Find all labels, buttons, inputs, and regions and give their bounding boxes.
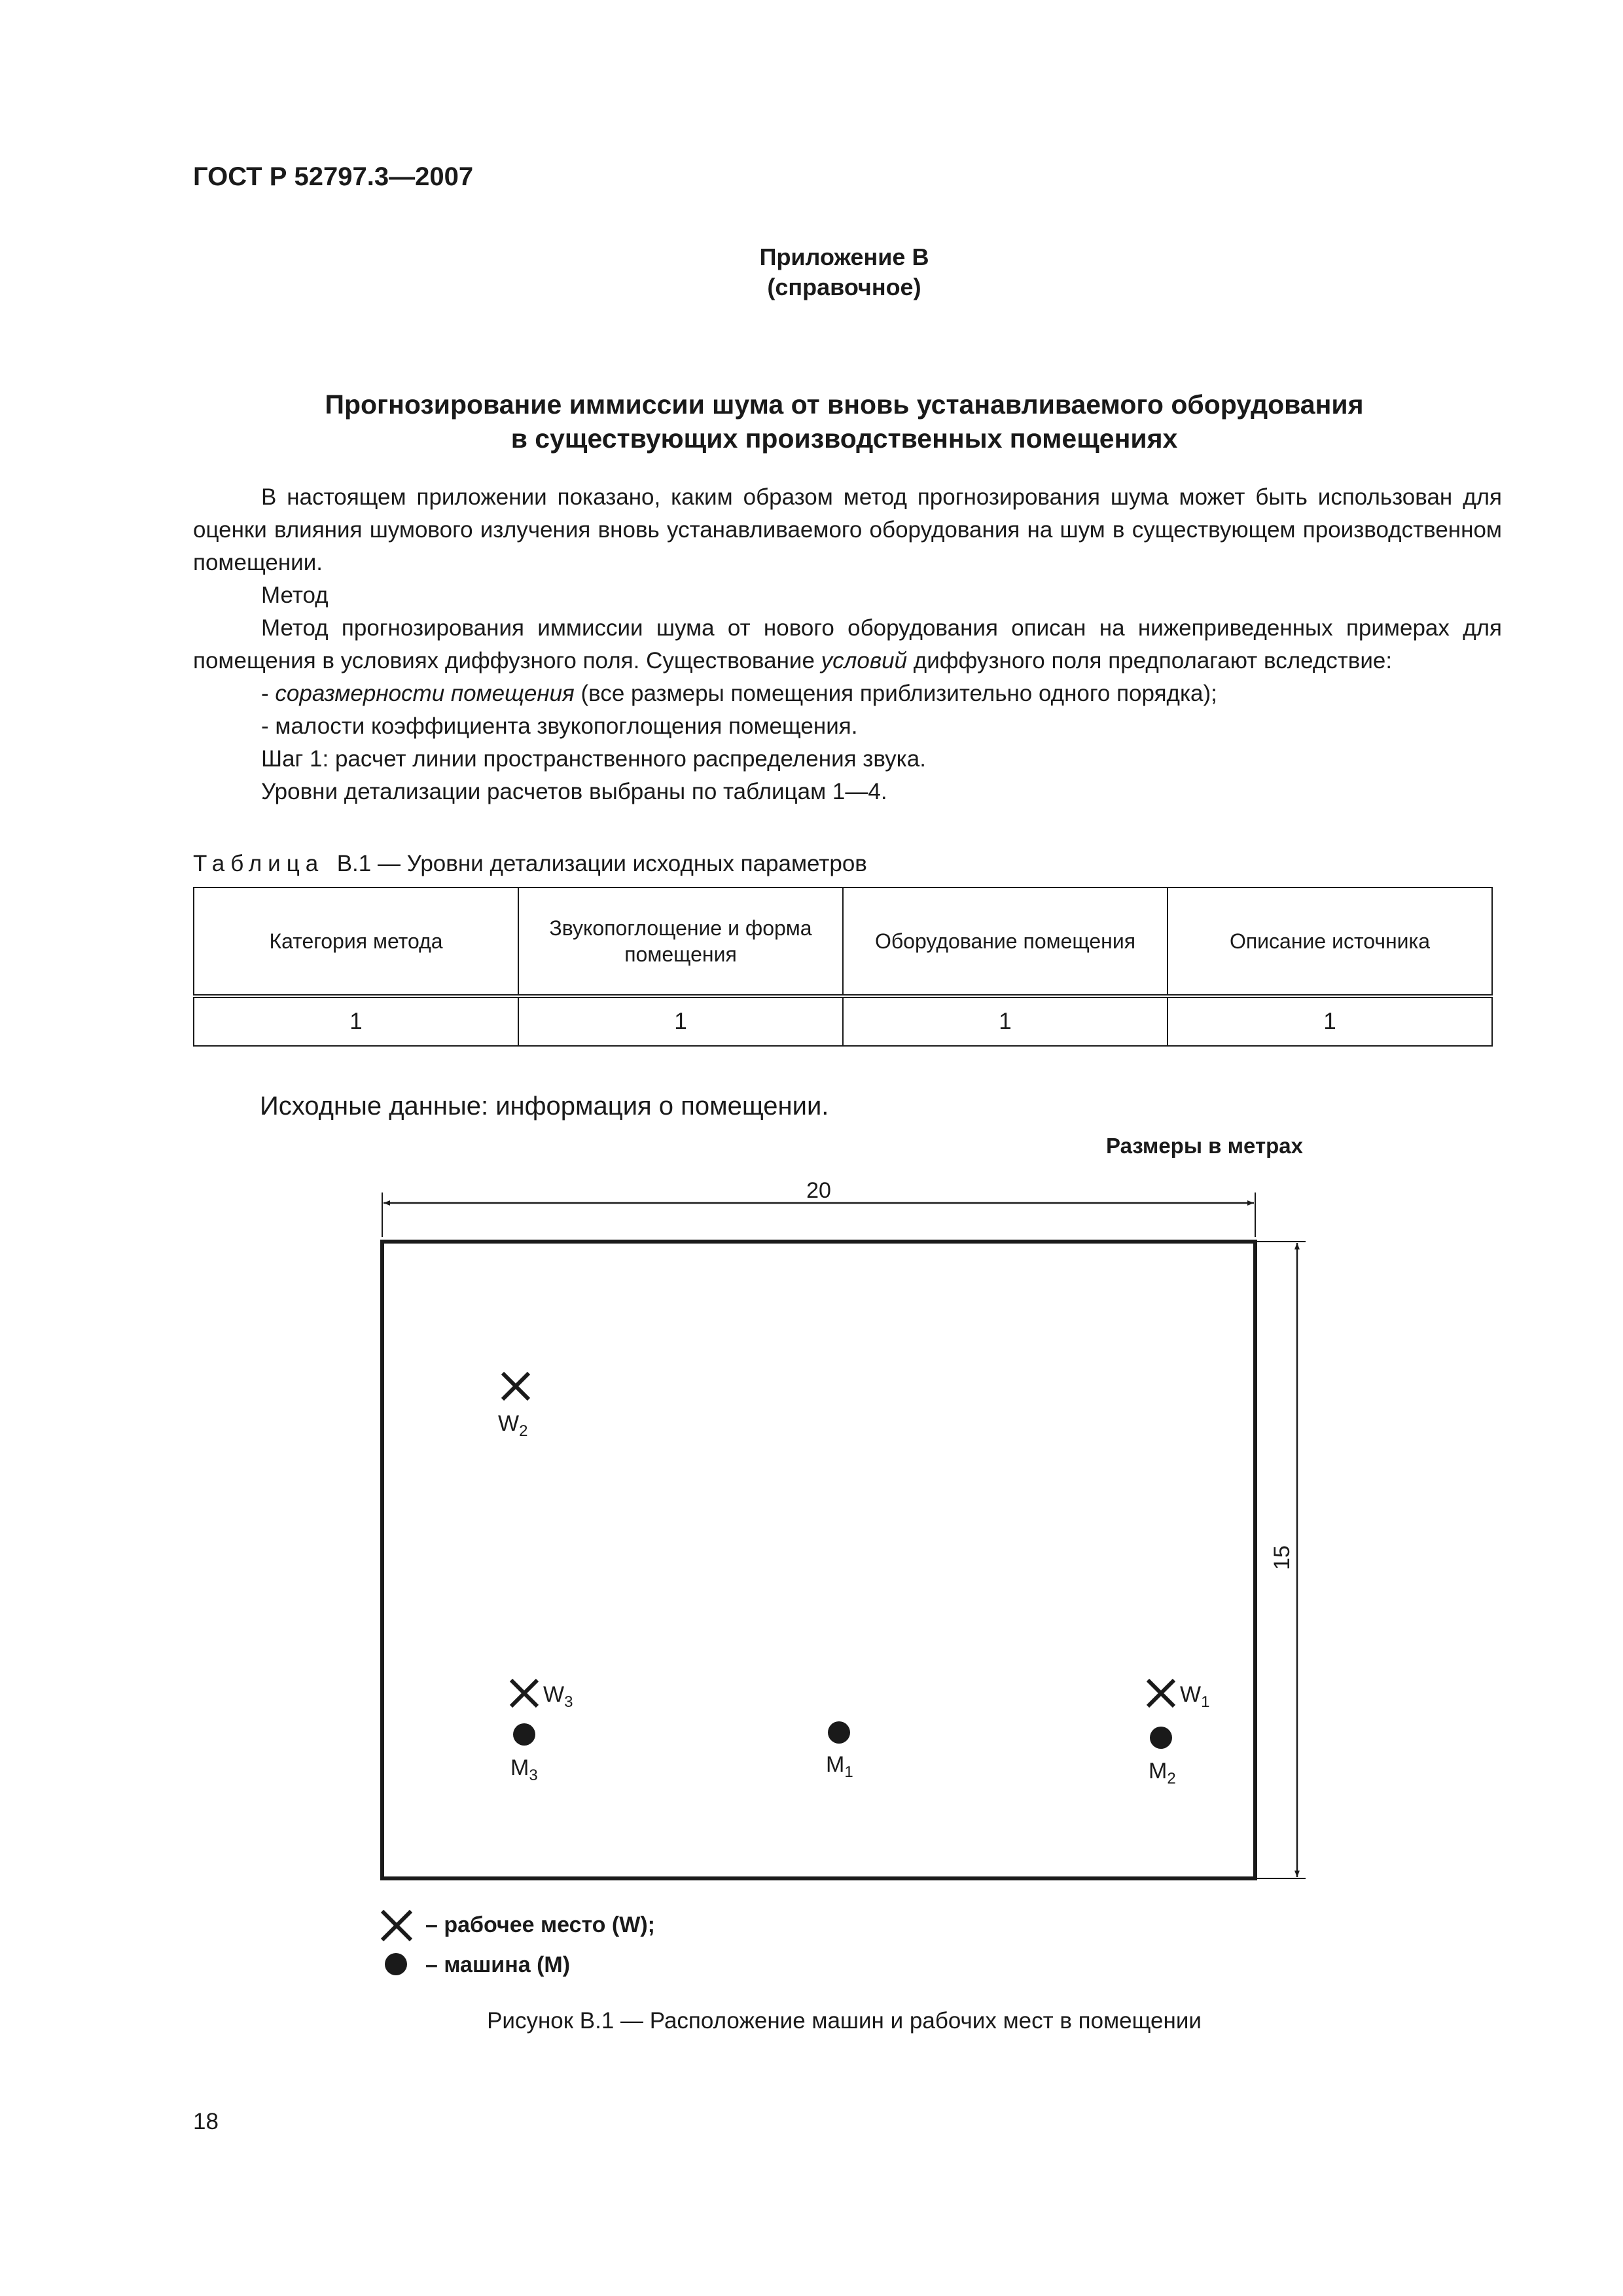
paragraph-tables-ref: Уровни детализации расчетов выбраны по таблицам 1—4. [261, 779, 887, 804]
page-number: 18 [193, 2109, 219, 2134]
machine-label: $M_3$ [510, 1755, 538, 1784]
workplace-w2 [498, 1373, 529, 1440]
paragraph-step1: Шаг 1: расчет линии пространственного распределения звука. [261, 746, 926, 772]
paragraph-method-heading: Метод [261, 583, 329, 608]
table-caption: Таблица В.1 — Уровни детализации исходных параметров [193, 851, 867, 876]
table-header-cell: Описание источника [1168, 888, 1492, 996]
dimensions-note: Размеры в метрах [1106, 1134, 1303, 1158]
dot-icon [1150, 1727, 1172, 1749]
machine-m1 [826, 1721, 853, 1781]
dot-icon [828, 1721, 850, 1744]
cross-icon [382, 1911, 411, 1940]
appendix-status: (справочное) [767, 274, 921, 300]
table-cell: 1 [843, 996, 1168, 1046]
workplace-label: $W_1$ [1180, 1682, 1210, 1711]
workplace-w3 [511, 1680, 573, 1711]
legend-machine: – машина (M) [425, 1952, 571, 1977]
cross-icon [1148, 1680, 1174, 1706]
machine-m2 [1149, 1727, 1176, 1787]
workplace-w1 [1148, 1680, 1209, 1711]
document-header: ГОСТ Р 52797.3—2007 [193, 162, 474, 191]
width-label: 20 [806, 1178, 831, 1203]
table-cell: 1 [194, 996, 518, 1046]
machine-label: $M_1$ [826, 1752, 853, 1781]
figure-legend [382, 1911, 655, 1977]
room-outline [382, 1242, 1255, 1878]
bullet-proportionality: - соразмерности помещения (все размеры помещения приблизительно одного порядка); [261, 681, 1217, 706]
paragraph-intro: В настоящем приложении показано, каким образом метод прогнозирования шума может быть использован для оценки влияния шумового излучения вновь устанавливаемого оборудования на шум в существующем производственном помещении. [193, 484, 1502, 575]
dot-icon [513, 1723, 535, 1746]
bullet-absorption: - малости коэффициента звукопоглощения помещения. [261, 713, 858, 739]
title-line-1: Прогнозирование иммиссии шума от вновь устанавливаемого оборудования [325, 389, 1364, 420]
machine-m3 [510, 1723, 538, 1784]
appendix-label: Приложение В [759, 243, 929, 270]
dot-icon [385, 1953, 407, 1975]
cross-icon [503, 1373, 529, 1399]
legend-workplace: – рабочее место (W); [425, 1912, 655, 1937]
paragraph-method: Метод прогнозирования иммиссии шума от нового оборудования описан на нижеприведенных примерах для помещения в условиях диффузного поля. Существование условий диффузного поля предполагают вследствие: [193, 615, 1502, 673]
table-cell: 1 [1168, 996, 1492, 1046]
workplace-label: $W_2$ [498, 1411, 528, 1440]
figure-caption: Рисунок В.1 — Расположение машин и рабочих мест в помещении [487, 2008, 1202, 2034]
table-header-cell: Звукопоглощение и форма помещения [518, 888, 843, 996]
workplace-label: $W_3$ [543, 1682, 573, 1711]
table-header-cell: Категория метода [194, 888, 518, 996]
height-label: 15 [1270, 1545, 1294, 1570]
source-data-heading: Исходные данные: информация о помещении. [260, 1092, 829, 1121]
cross-icon [511, 1680, 537, 1706]
table-header-cell: Оборудование помещения [843, 888, 1168, 996]
machine-label: $M_2$ [1149, 1759, 1176, 1787]
title-line-2: в существующих производственных помещениях [510, 423, 1178, 454]
table-cell: 1 [518, 996, 843, 1046]
